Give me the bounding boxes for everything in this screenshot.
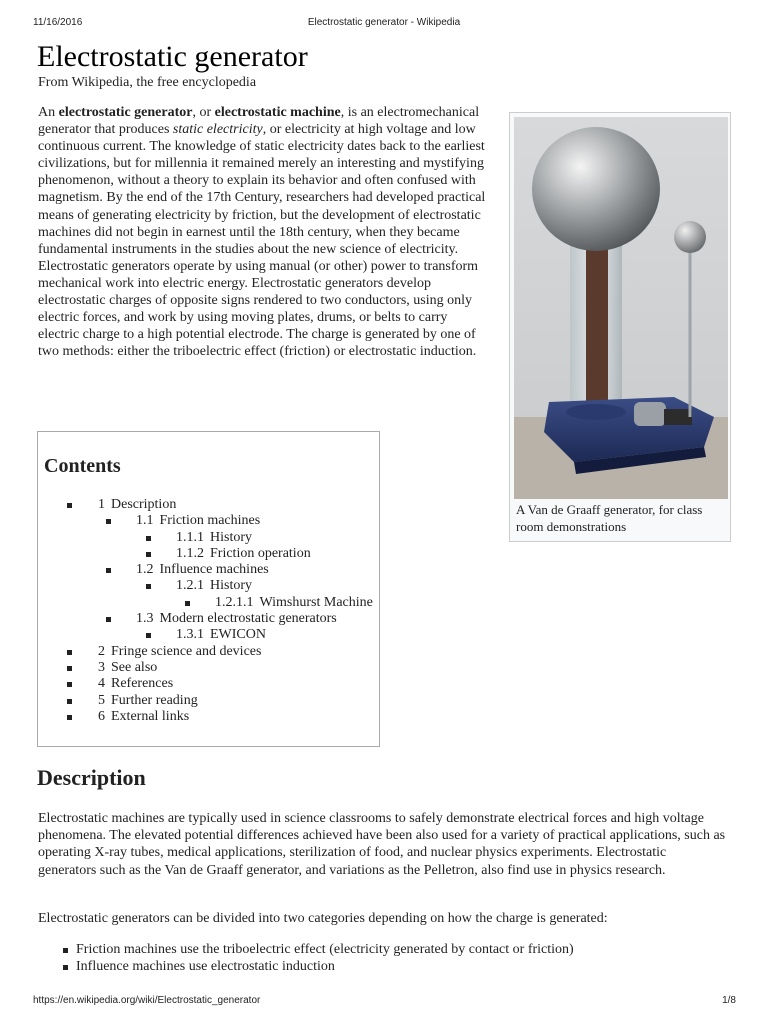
toc-item-friction-operation[interactable]: 1.1.2 Friction operation [38,546,379,562]
toc-item-friction-machines[interactable]: 1.1 Friction machines [38,513,379,529]
toc-item-wimshurst-machine[interactable]: 1.2.1.1 Wimshurst Machine [38,595,379,611]
van-de-graaff-photo[interactable] [514,117,728,499]
toc-item-fringe-science[interactable]: 2 Fringe science and devices [38,644,379,660]
table-of-contents [37,431,380,747]
lead-text-4: , or electricity at high voltage and low continuous current. The knowledge of static electricity dates back to the earliest civilizations, but for millennia it remained merely an interesting and mystifying phenomenon, without a theory to explain its behavior and often confused with magnetism. By the end of the 17th Century, researchers had developed practical means of generating electricity by friction, but the development of electrostatic machines did not begin in earnest until the 18th century, when they became fundamental instruments in the studies about the new science of electricity. Electrostatic generators operate by using manual (or other) power to transform mechanical work into electric energy. Electrostatic generators develop electrostatic charges of opposite signs rendered to two conductors, using only electric forces, and work by using moving plates, drums, or belts to carry electric charge to a high potential electrode. The charge is generated by one of two methods: either the triboelectric effect (friction) or electrostatic induction. [38,122,486,360]
toc-list [38,497,379,725]
toc-item-ewicon[interactable]: 1.3.1 EWICON [38,627,379,643]
lead-paragraph [38,104,490,360]
toc-heading: Contents [44,455,121,477]
toc-item-references[interactable]: 4 References [38,676,379,692]
print-date: 11/16/2016 [33,17,83,28]
lead-text-2: , or [192,105,215,120]
lead-italic-1: static electricity [172,122,263,138]
lead-bold-2: electrostatic machine [214,105,341,120]
section-heading-description: Description [37,765,146,790]
image-caption: A Van de Graaff generator, for class room demonstrations [516,502,703,534]
toc-item-see-also[interactable]: 3 See also [38,660,379,676]
print-url: https://en.wikipedia.org/wiki/Electrostatic_generator [33,995,261,1006]
page-title: Electrostatic generator [37,40,308,73]
toc-item-external-links[interactable]: 6 External links [38,709,379,725]
list-item: Influence machines use electrostatic induction [38,959,574,976]
toc-item-influence-history[interactable]: 1.2.1 History [38,578,379,594]
toc-item-further-reading[interactable]: 5 Further reading [38,693,379,709]
description-paragraph-2: Electrostatic generators can be divided into two categories depending on how the charge is generated: [38,911,608,926]
toc-item-friction-history[interactable]: 1.1.1 History [38,530,379,546]
toc-item-modern-generators[interactable]: 1.3 Modern electrostatic generators [38,611,379,627]
list-item: Friction machines use the triboelectric effect (electricity generated by contact or friction) [38,942,574,959]
lead-text-1: An [38,105,59,120]
lead-bold-1: electrostatic generator [58,105,193,120]
toc-item-influence-machines[interactable]: 1.2 Influence machines [38,562,379,578]
print-page-number: 1/8 [722,995,736,1006]
description-paragraph-1: Electrostatic machines are typically used in science classrooms to safely demonstrate electrical forces and high voltage phenomena. The elevated potential differences achieved have been also used for a variety of practical applications, such as operating X-ray tubes, medical applications, sterilization of food, and nuclear physics experiments. Electrostatic generators such as the Van de Graaff generator, and variations as the Pelletron, also find use in physics research. [38,811,726,878]
print-title: Electrostatic generator - Wikipedia [307,17,461,28]
generator-categories-list [38,942,574,975]
page-subtitle: From Wikipedia, the free encyclopedia [38,75,257,90]
infobox-image [509,112,731,542]
lead-text-3: , is an electromechanical generator that produces [38,105,480,138]
toc-item-description[interactable]: 1 Description [38,497,379,513]
